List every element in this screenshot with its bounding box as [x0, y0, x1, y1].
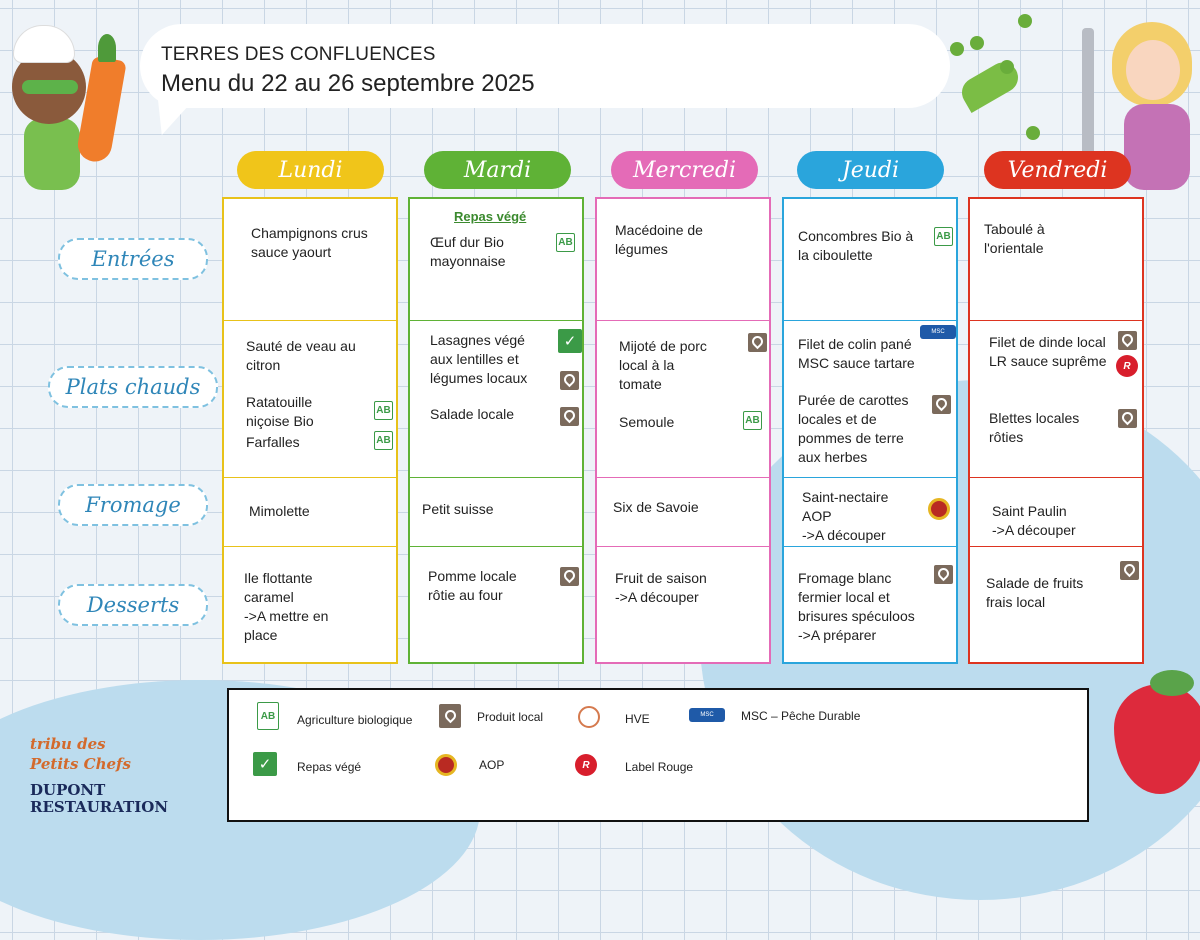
row-label-plats: Plats chauds: [48, 366, 218, 408]
note: ->A mettre en place: [244, 608, 329, 643]
column-mardi: [408, 197, 584, 664]
cell-dessert: [970, 547, 1142, 666]
org-name: TERRES DES CONFLUENCES: [161, 44, 436, 65]
dish: Pomme locale rôtie au four: [428, 568, 517, 603]
dish: Saint Paulin: [992, 503, 1067, 519]
day-jeudi: Jeudi: [797, 151, 944, 189]
cell-entree: [970, 199, 1142, 321]
row-label-desserts: Desserts: [58, 584, 208, 626]
local-pin-icon: [934, 565, 953, 584]
day-vendredi: Vendredi: [984, 151, 1131, 189]
row-label-fromage: Fromage: [58, 484, 208, 526]
dish: Filet de dinde local LR sauce suprême: [989, 334, 1107, 369]
dish: Salade locale: [430, 406, 515, 422]
bio-icon: AB: [257, 702, 279, 730]
local-pin-icon: [1118, 409, 1137, 428]
dish: Concombres Bio à la ciboulette: [798, 228, 914, 263]
local-pin-icon: [748, 333, 767, 352]
local-pin-icon: [560, 371, 579, 390]
cell-fromage: [410, 478, 582, 547]
column-lundi: [222, 197, 398, 664]
hve-icon: [578, 706, 600, 728]
cell-dessert: [784, 547, 956, 666]
bio-icon: AB: [556, 233, 575, 252]
day-mardi: Mardi: [424, 151, 571, 189]
dish: Six de Savoie: [613, 499, 699, 515]
note: ->A préparer: [798, 627, 877, 643]
cell-plat: [224, 321, 396, 478]
tribu-logo: tribu des Petits Chefs: [30, 735, 131, 773]
note: ->A découper: [802, 527, 886, 543]
cell-entree: [784, 199, 956, 321]
label-rouge-icon: R: [1116, 355, 1138, 377]
page-title: Menu du 22 au 26 septembre 2025: [161, 70, 535, 97]
row-label-entrees: Entrées: [58, 238, 208, 280]
dish: Œuf dur Bio mayonnaise: [430, 234, 506, 269]
dish: Lasagnes végé aux lentilles et légumes locaux: [430, 332, 528, 386]
dish: Fromage blanc fermier local et brisures spéculoos: [798, 570, 915, 624]
cell-entree: [224, 199, 396, 321]
legend-lr: Label Rouge: [625, 760, 694, 774]
cell-dessert: [224, 547, 396, 666]
vege-tag: Repas végé: [454, 209, 527, 224]
cell-dessert: [597, 547, 769, 666]
note: ->A découper: [615, 589, 699, 605]
dish: Fruit de saison: [615, 570, 707, 586]
bio-icon: AB: [374, 431, 393, 450]
dish: Purée de carottes locales et de pommes de terre aux herbes: [798, 392, 909, 465]
column-vendredi: [968, 197, 1144, 664]
vege-check-icon: ✓: [558, 329, 582, 353]
legend-vege: Repas végé: [297, 760, 362, 774]
label-rouge-icon: R: [575, 754, 597, 776]
legend-hve: HVE: [625, 712, 650, 726]
note: ->A découper: [992, 522, 1076, 538]
dish: Blettes locales rôties: [989, 410, 1080, 445]
msc-icon: MSC: [689, 708, 725, 722]
aop-icon: [435, 754, 457, 776]
local-pin-icon: [560, 407, 579, 426]
dupont-logo: DUPONT RESTAURATION: [30, 781, 169, 816]
dish: Filet de colin pané MSC sauce tartare: [798, 336, 915, 371]
dish: Petit suisse: [422, 501, 494, 517]
dish: Mimolette: [249, 503, 310, 519]
cell-entree: [410, 199, 582, 321]
legend-bio: Agriculture biologique: [297, 713, 413, 727]
legend-aop: AOP: [479, 758, 505, 772]
dish: Sauté de veau au citron: [246, 338, 356, 373]
bio-icon: AB: [743, 411, 762, 430]
cell-fromage: [224, 478, 396, 547]
dish: Ile flottante caramel: [244, 570, 313, 605]
bio-icon: AB: [934, 227, 953, 246]
cell-fromage: [970, 478, 1142, 547]
column-mercredi: [595, 197, 771, 664]
cell-entree: [597, 199, 769, 321]
vege-check-icon: ✓: [253, 752, 277, 776]
msc-icon: MSC: [920, 325, 956, 339]
dish: Mijoté de porc local à la tomate: [619, 338, 707, 392]
legend-msc: MSC – Pêche Durable: [741, 709, 861, 723]
dish: Salade de fruits frais local: [986, 575, 1084, 610]
cell-fromage: [597, 478, 769, 547]
local-pin-icon: [439, 704, 461, 728]
day-lundi: Lundi: [237, 151, 384, 189]
cell-dessert: [410, 547, 582, 666]
local-pin-icon: [1118, 331, 1137, 350]
local-pin-icon: [1120, 561, 1139, 580]
legend: [227, 688, 1089, 822]
dish: Macédoine de légumes: [615, 222, 703, 257]
column-jeudi: [782, 197, 958, 664]
dish: Champignons crus sauce yaourt: [251, 225, 368, 260]
cell-plat: [597, 321, 769, 478]
dish: Ratatouille niçoise Bio: [246, 394, 314, 429]
cell-plat: [784, 321, 956, 478]
dish: Saint-nectaire AOP: [802, 489, 889, 524]
bio-icon: AB: [374, 401, 393, 420]
cell-plat: [970, 321, 1142, 478]
dish: Farfalles: [246, 434, 300, 450]
day-mercredi: Mercredi: [611, 151, 758, 189]
local-pin-icon: [932, 395, 951, 414]
local-pin-icon: [560, 567, 579, 586]
cell-plat: [410, 321, 582, 478]
cell-fromage: [784, 478, 956, 547]
dish: Semoule: [619, 414, 675, 430]
legend-local: Produit local: [477, 710, 544, 724]
aop-icon: [928, 498, 950, 520]
dish: Taboulé à l'orientale: [984, 221, 1045, 256]
